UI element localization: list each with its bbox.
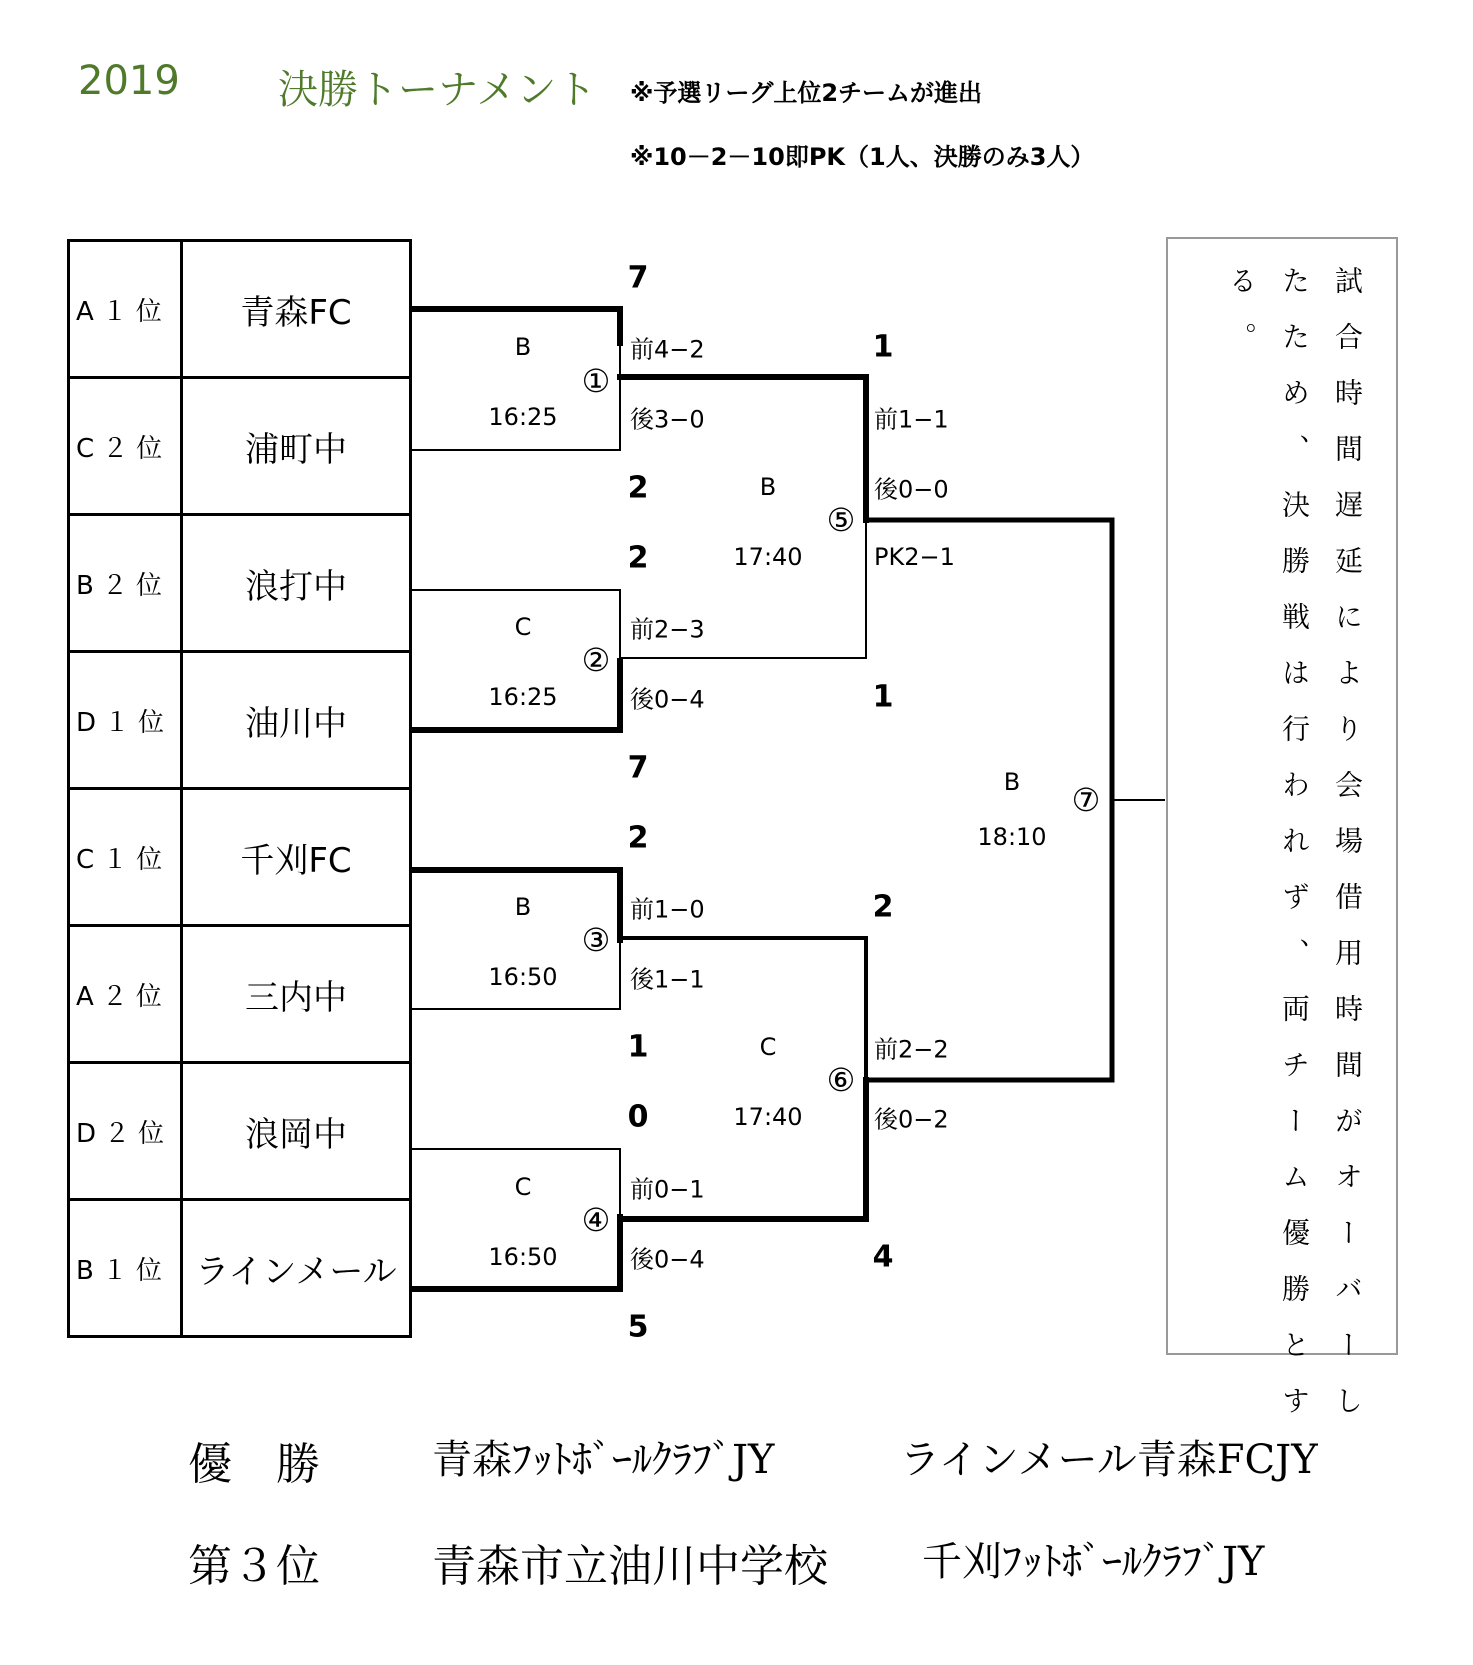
m2-time: 16:25 <box>488 683 558 711</box>
note-match-format: ※10－2－10即PK（1人、決勝のみ3人） <box>630 143 1095 171</box>
note-qualification: ※予選リーグ上位2チームが進出 <box>630 79 983 107</box>
m5-score-top: 1 <box>872 329 894 365</box>
seed-team: 青森FC <box>182 241 411 378</box>
notice-line-3: る。 <box>1225 266 1258 378</box>
m5-court: B <box>759 473 777 501</box>
m1-score-bottom: 2 <box>627 470 649 506</box>
m2-score-top: 2 <box>627 540 649 576</box>
m3-first-half: 前1−0 <box>630 895 705 924</box>
seed-rank: D２位 <box>69 1063 182 1200</box>
seed-rank: B２位 <box>69 515 182 652</box>
seed-team: 三内中 <box>182 926 411 1063</box>
m2-first-half: 前2−3 <box>630 615 705 644</box>
m4-number: ④ <box>581 1201 611 1239</box>
m2-score-bottom: 7 <box>627 750 649 786</box>
m2-number: ② <box>581 641 611 679</box>
m1-score-top: 7 <box>627 260 649 296</box>
m4-first-half: 前0−1 <box>630 1175 705 1204</box>
seed-rank: C１位 <box>69 789 182 926</box>
seed-team: 浦町中 <box>182 378 411 515</box>
m3-second-half: 後1−1 <box>630 965 705 994</box>
m6-score-top: 2 <box>872 889 894 925</box>
line-m5-top-winner <box>620 377 866 520</box>
m6-time: 17:40 <box>733 1103 803 1131</box>
m6-score-bottom: 4 <box>872 1239 894 1275</box>
m1-court: B <box>514 333 532 361</box>
seed-rank: A１位 <box>69 241 182 378</box>
m3-number: ③ <box>581 921 611 959</box>
m1-time: 16:25 <box>488 403 558 431</box>
seed-rank: A２位 <box>69 926 182 1063</box>
seed-team: 油川中 <box>182 652 411 789</box>
m2-court: C <box>514 613 532 641</box>
m7-number: ⑦ <box>1071 781 1101 819</box>
page-title: 決勝トーナメント <box>278 67 597 113</box>
champion-label: 優 勝 <box>188 1439 320 1490</box>
m7-court: B <box>1003 768 1021 796</box>
m6-second-half: 後0−2 <box>874 1105 949 1134</box>
champion-team-2: ラインメール青森FCJY <box>900 1437 1318 1483</box>
third-place-label: 第３位 <box>188 1541 320 1592</box>
year: 2019 <box>78 58 180 104</box>
seed-rank: C２位 <box>69 378 182 515</box>
third-place-team-1: 青森市立油川中学校 <box>432 1541 828 1592</box>
seed-rank: B１位 <box>69 1200 182 1337</box>
m1-number: ① <box>581 362 611 400</box>
m1-second-half: 後3−0 <box>630 405 705 434</box>
m4-time: 16:50 <box>488 1243 558 1271</box>
notice-line-1: 試合時間遅延により会場借用時間がオーバーし <box>1331 266 1364 1442</box>
m5-score-bottom: 1 <box>872 679 894 715</box>
m4-score-bottom: 5 <box>627 1309 649 1345</box>
m3-court: B <box>514 893 532 921</box>
m3-time: 16:50 <box>488 963 558 991</box>
m6-court: C <box>759 1033 777 1061</box>
m6-number: ⑥ <box>826 1061 856 1099</box>
m6-first-half: 前2−2 <box>874 1035 949 1064</box>
m5-first-half: 前1−1 <box>874 405 949 434</box>
m4-court: C <box>514 1173 532 1201</box>
m5-time: 17:40 <box>733 543 803 571</box>
m4-second-half: 後0−4 <box>630 1245 705 1274</box>
seed-team: 浪打中 <box>182 515 411 652</box>
m3-score-bottom: 1 <box>627 1029 649 1065</box>
seed-team: 浪岡中 <box>182 1063 411 1200</box>
notice-line-2: たため、決勝戦は行われず、両チーム優勝とす <box>1278 266 1311 1442</box>
third-place-team-2: 千刈ﾌｯﾄﾎﾞｰﾙｸﾗﾌﾞJY <box>922 1539 1265 1585</box>
m2-second-half: 後0−4 <box>630 685 705 714</box>
champion-team-1: 青森ﾌｯﾄﾎﾞｰﾙｸﾗﾌﾞJY <box>432 1437 775 1483</box>
m3-score-top: 2 <box>627 820 649 856</box>
m7-time: 18:10 <box>977 823 1047 851</box>
m5-pk: PK2−1 <box>874 543 955 571</box>
m4-score-top: 0 <box>627 1099 649 1135</box>
m5-second-half: 後0−0 <box>874 475 949 504</box>
m1-first-half: 前4−2 <box>630 335 705 364</box>
seed-team: ラインメール <box>182 1200 411 1337</box>
seed-rank: D１位 <box>69 652 182 789</box>
seed-team: 千刈FC <box>182 789 411 926</box>
m5-number: ⑤ <box>826 501 856 539</box>
